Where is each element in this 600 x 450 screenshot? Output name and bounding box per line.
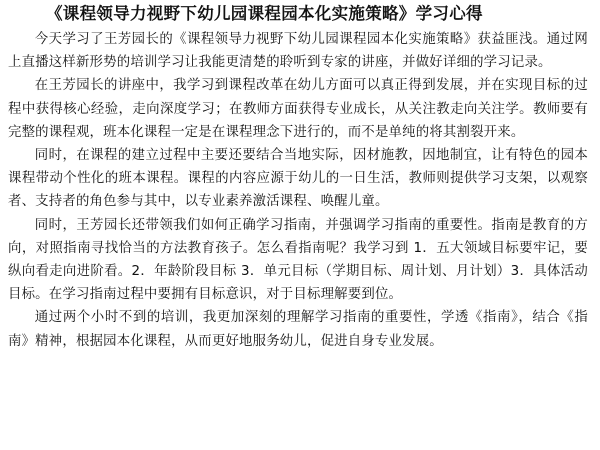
paragraph-5: 通过两个小时不到的培训，我更加深刻的理解学习指南的重要性，学透《指南》，结合《指南》精神，根据园本化课程，从而更好地服务幼儿，促进自身专业发展。: [8, 310, 588, 349]
paragraph-4: 同时，王芳园长还带领我们如何正确学习指南，并强调学习指南的重要性。指南是教育的方向，对照指南寻找恰当的方法教育孩子。怎么看指南呢？我学习到 1．五大领域目标要牢记，要纵向看走向进阶看。2．年龄阶段目标 3．单元目标（学期目标、周计划、月计划）3．具体活动目标。在学习指南过程中要拥有目标意识，对于目标理解要到位。: [8, 217, 588, 303]
document-title: 《课程领导力视野下幼儿园课程园本化实施策略》学习心得: [46, 4, 483, 23]
paragraph-2: 在王芳园长的讲座中，我学习到课程改革在幼儿方面可以真正得到发展，并在实现目标的过程中获得核心经验，走向深度学习；在教师方面获得专业成长，从关注教走向关注学。教师要有完整的课程观，班本化课程一定是在课程理念下进行的，而不是单纯的将其割裂开来。: [8, 78, 588, 140]
paragraph-1: 今天学习了王芳园长的《课程领导力视野下幼儿园课程园本化实施策略》获益匪浅。通过网上直播这样新形势的培训学习让我能更清楚的聆听到专家的讲座，并做好详细的学习记录。: [8, 32, 588, 71]
paragraph-3: 同时，在课程的建立过程中主要还要结合当地实际，因材施教，因地制宜，让有特色的园本课程带动个性化的班本课程。课程的内容应源于幼儿的一日生活，教师则提供学习支架，以观察者、支持者的角色参与其中，以专业素养激活课程、唤醒儿童。: [8, 148, 588, 210]
